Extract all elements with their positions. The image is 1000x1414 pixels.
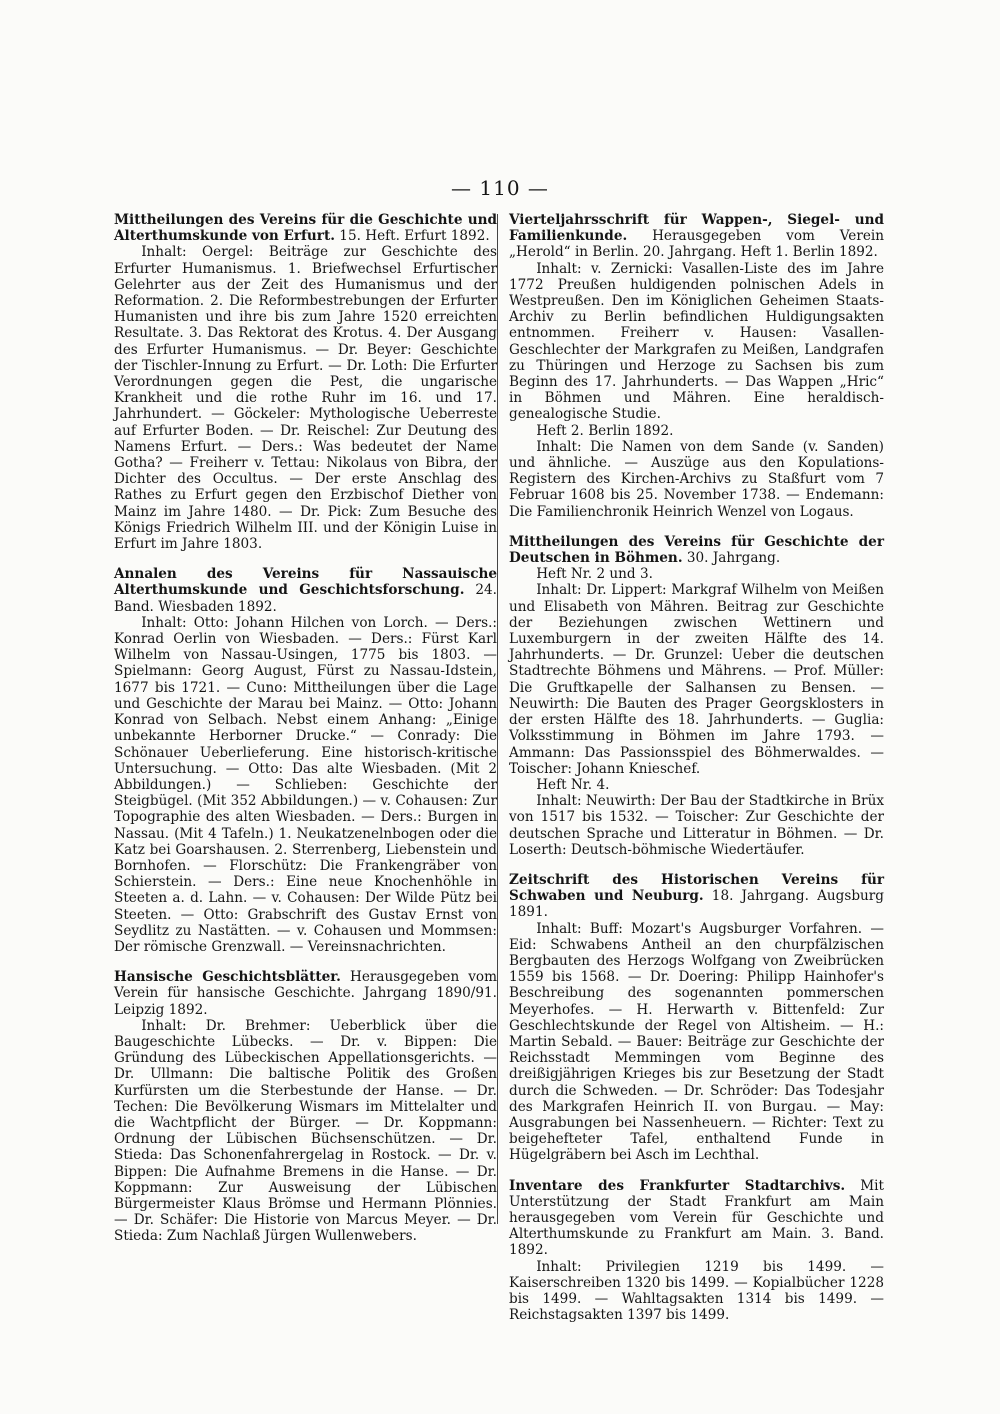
entry-frankfurt — [509, 1178, 884, 1324]
entry-title: Vierteljahrsschrift für Wappen-, Siegel- und Familienkunde. — [509, 212, 884, 245]
entry-content: Inhalt: Dr. Brehmer: Ueberblick über die Baugeschichte Lübecks. — Dr. v. Bippen: Die Gründung des Lübeckischen Appellationsgerichts. — Dr. Ullmann: Die baltische Politik des Großen Kurfürsten um die Sterbestunde der Hanse. — Dr. Techen: Die Bevölkerung Wismars im Mittelalter und die Wachtpflicht der Bürger. — Dr. Koppmann: Ordnung der Lübischen Büchsenschützen. — Dr. Stieda: Das Schonenfahrergelag in Rostock. — Dr. v. Bippen: Die Aufnahme Bremens in die Hanse. — Dr. Koppmann: Zur Ausweisung der Lübischen Bürgermeister Klaus Brömse und Hermann Plönnies. — Dr. Schäfer: Die Historie von Marcus Meyer. — Dr. Stieda: Zum Nachlaß Jürgen Wullenwebers. — [114, 1017, 497, 1245]
entry-hansische — [114, 969, 497, 1244]
entry-meta: 24. Band. Wiesbaden 1892. — [114, 582, 497, 615]
entry-content-2: Inhalt: Neuwirth: Der Bau der Stadtkirche in Brüx von 1517 bis 1532. — Toischer: Zur Geschichte der deutschen Sprache und Litteratur in Böhmen. — Dr. Loserth: Deutsch-böhmische Wiedertäufer. — [509, 793, 884, 858]
entry-title: Zeitschrift des Historischen Vereins für Schwaben und Neuburg. — [509, 871, 884, 905]
entry-content: Inhalt: v. Zernicki: Vasallen-Liste des im Jahre 1772 Preußen huldigenden polnischen Adels in Westpreußen. Den im Königlichen Geheimen Staats-Archiv zu Berlin befindlichen Huldigungsakten entnommen. Freiherr v. Hausen: Vasallen-Geschlechter der Markgrafen zu Meißen, Landgrafen zu Thüringen und Herzoge zu Sachsen bis zum Beginn des 17. Jahrhunderts. — Das Wappen „Hric“ in Böhmen und Mähren. Eine heraldisch-genealogische Studie. — [509, 260, 884, 423]
entry-content: Inhalt: Oergel: Beiträge zur Geschichte des Erfurter Humanismus. 1. Briefwechsel Erfurtischer Gelehrter aus der Zeit des Humanismus und der Reformation. 2. Die Reformbestrebungen der Erfurter Humanisten und ihre bis zum Jahre 1520 erreichten Resultate. 3. Das Rektorat des Krotus. 4. Der Ausgang des Erfurter Humanismus. — Dr. Beyer: Geschichte der Tischler-Innung zu Erfurt. — Dr. Loth: Die Erfurter Verordnungen gegen die Pest, die ungarische Krankheit und die rothe Ruhr im 16. und 17. Jahrhundert. — Göckeler: Mythologische Ueberreste auf Erfurter Boden. — Dr. Reischel: Zur Deutung des Namens Erfurt. — Ders.: Was bedeutet der Name Gotha? — Freiherr v. Tettau: Nikolaus von Bibra, der Dichter des Occultus. — Der erste Anschlag des Rathes zu Erfurt gegen den Erzbischof Diether von Mainz im Jahre 1480. — Dr. Pick: Zum Besuche des Königs Friedrich Wilhelm III. und der Königin Luise in Erfurt im Jahre 1803. — [114, 244, 497, 553]
entry-nassau — [114, 566, 497, 955]
entry-content: Inhalt: Dr. Lippert: Markgraf Wilhelm von Meißen und Elisabeth von Mähren. Beitrag zur Geschichte der Beziehungen zwischen Wettinern und Luxemburgern in der zweiten Hälfte des 14. Jahrhunderts. — Dr. Grunzel: Ueber die deutschen Stadtrechte Böhmens und Mährens. — Prof. Müller: Die Gruftkapelle der Salhansen zu Bensen. — Neuwirth: Die Bauten des Prager Georgsklosters in der ersten Hälfte des 18. Jahrhunderts. — Guglia: Volksstimmung in Böhmen im Jahre 1793. — Ammann: Das Passionsspiel des Böhmerwaldes. — Toischer: Johann Knieschef. — [509, 582, 884, 777]
left-column — [114, 212, 497, 1259]
entry-subheading: Heft 2. Berlin 1892. — [536, 422, 674, 439]
entry-content: Inhalt: Otto: Johann Hilchen von Lorch. — Ders.: Konrad Oerlin von Wiesbaden. — Ders.: Fürst Karl Wilhelm von Nassau-Usingen, 1775 bis 1803. — Spielmann: Georg August, Fürst zu Nassau-Idstein, 1677 bis 1721. — Cuno: Mittheilungen über die Lage und Geschichte der Marau bei Mainz. — Otto: Johann Konrad von Selbach. Nebst einem Anhang: „Einige unbekannte Herborner Drucke.“ — Conrady: Die Schönauer Ueberlieferung. Eine historisch-kritische Untersuchung. — Otto: Das alte Wiesbaden. (Mit 2 Abbildungen.) — Schlieben: Geschichte der Steigbügel. (Mit 352 Abbildungen.) — v. Cohausen: Zur Topographie des alten Wiesbaden. — Ders.: Burgen in Nassau. (Mit 4 Tafeln.) 1. Neukatzenelnbogen oder die Katz bei Goarshausen. 2. Sterrenberg, Liebenstein und Bornhofen. — Florschütz: Die Frankengräber von Schierstein. — Ders.: Eine neue Knochenhöhle in Steeten a. d. Lahn. — v. Cohausen: Der Wilde Pütz bei Steeten. — Otto: Grabschrift des Gustav Ernst von Seydlitz zu Nastätten. — v. Cohausen und Mommsen: Der römische Grenzwall. — Vereinsnachrichten. — [114, 614, 497, 955]
entry-content-2: Inhalt: Die Namen von dem Sande (v. Sanden) und ähnliche. — Auszüge aus den Kopulations-Registern des Kirchen-Archivs zu Staßfurt vom 7 Februar 1608 bis 25. November 1738. — Endemann: Die Familienchronik Heinrich Wenzel von Logaus. — [509, 438, 884, 520]
entry-subheading-2: Heft Nr. 4. — [536, 776, 610, 793]
entry-erfurt — [114, 212, 497, 552]
entry-title: Hansische Geschichtsblätter. — [114, 969, 341, 986]
entry-boehmen — [509, 534, 884, 858]
entry-title: Inventare des Frankfurter Stadtarchivs. — [509, 1177, 846, 1194]
page-number: — 110 — — [451, 176, 549, 200]
entry-title: Mittheilungen des Vereins für Geschichte der Deutschen in Böhmen. — [509, 533, 884, 567]
column-divider — [497, 214, 498, 1224]
entry-meta: 15. Heft. Erfurt 1892. — [339, 228, 490, 245]
entry-title: Mittheilungen des Vereins für die Geschichte und Alterthumskunde von Erfurt. — [114, 212, 497, 245]
entry-meta: Mit Unterstützung der Stadt Frankfurt am Main herausgegeben vom Verein für Geschichte und Alterthumskunde zu Frankfurt am Main. 3. Band. 1892. — [509, 1177, 884, 1259]
right-column — [509, 212, 884, 1337]
entry-herold — [509, 212, 884, 520]
entry-meta: Herausgegeben vom Verein „Herold“ in Berlin. 20. Jahrgang. Heft 1. Berlin 1892. — [509, 228, 884, 261]
entry-content: Inhalt: Privilegien 1219 bis 1499. — Kaiserschreiben 1320 bis 1499. — Kopialbücher 1228 bis 1499. — Wahltagsakten 1314 bis 1499. — Reichstagsakten 1397 bis 1499. — [509, 1258, 884, 1324]
entry-meta: 30. Jahrgang. — [686, 550, 781, 567]
entry-meta: 18. Jahrgang. Augsburg 1891. — [509, 888, 884, 921]
entry-subheading: Heft Nr. 2 und 3. — [536, 566, 653, 583]
entry-meta: Herausgegeben vom Verein für hansische Geschichte. Jahrgang 1890/91. Leipzig 1892. — [114, 969, 497, 1018]
entry-title: Annalen des Vereins für Nassauische Alterthumskunde und Geschichtsforschung. — [114, 566, 497, 599]
entry-content: Inhalt: Buff: Mozart's Augsburger Vorfahren. — Eid: Schwabens Antheil an den churpfälzischen Bergbauten des Herzogs Wolfgang von Zweibrücken 1559 bis 1568. — Dr. Doering: Philipp Hainhofer's Beschreibung des sogenannten pommerschen Meyerhofes. — H. Herwarth v. Bittenfeld: Zur Geschlechtskunde der Regel von Altisheim. — H.: Martin Sebald. — Bauer: Beiträge zur Geschichte der Reichsstadt Memmingen vom Beginne des dreißigjährigen Krieges bis zur Besetzung der Stadt durch die Schweden. — Dr. Schröder: Das Todesjahr des Markgrafen Heinrich II. von Burgau. — May: Ausgrabungen bei Nassenheuern. — Richter: Text zu beigehefteter Tafel, enthaltend Funde in Hügelgräbern bei Asch im Lechthal. — [509, 920, 884, 1164]
entry-schwaben — [509, 872, 884, 1164]
